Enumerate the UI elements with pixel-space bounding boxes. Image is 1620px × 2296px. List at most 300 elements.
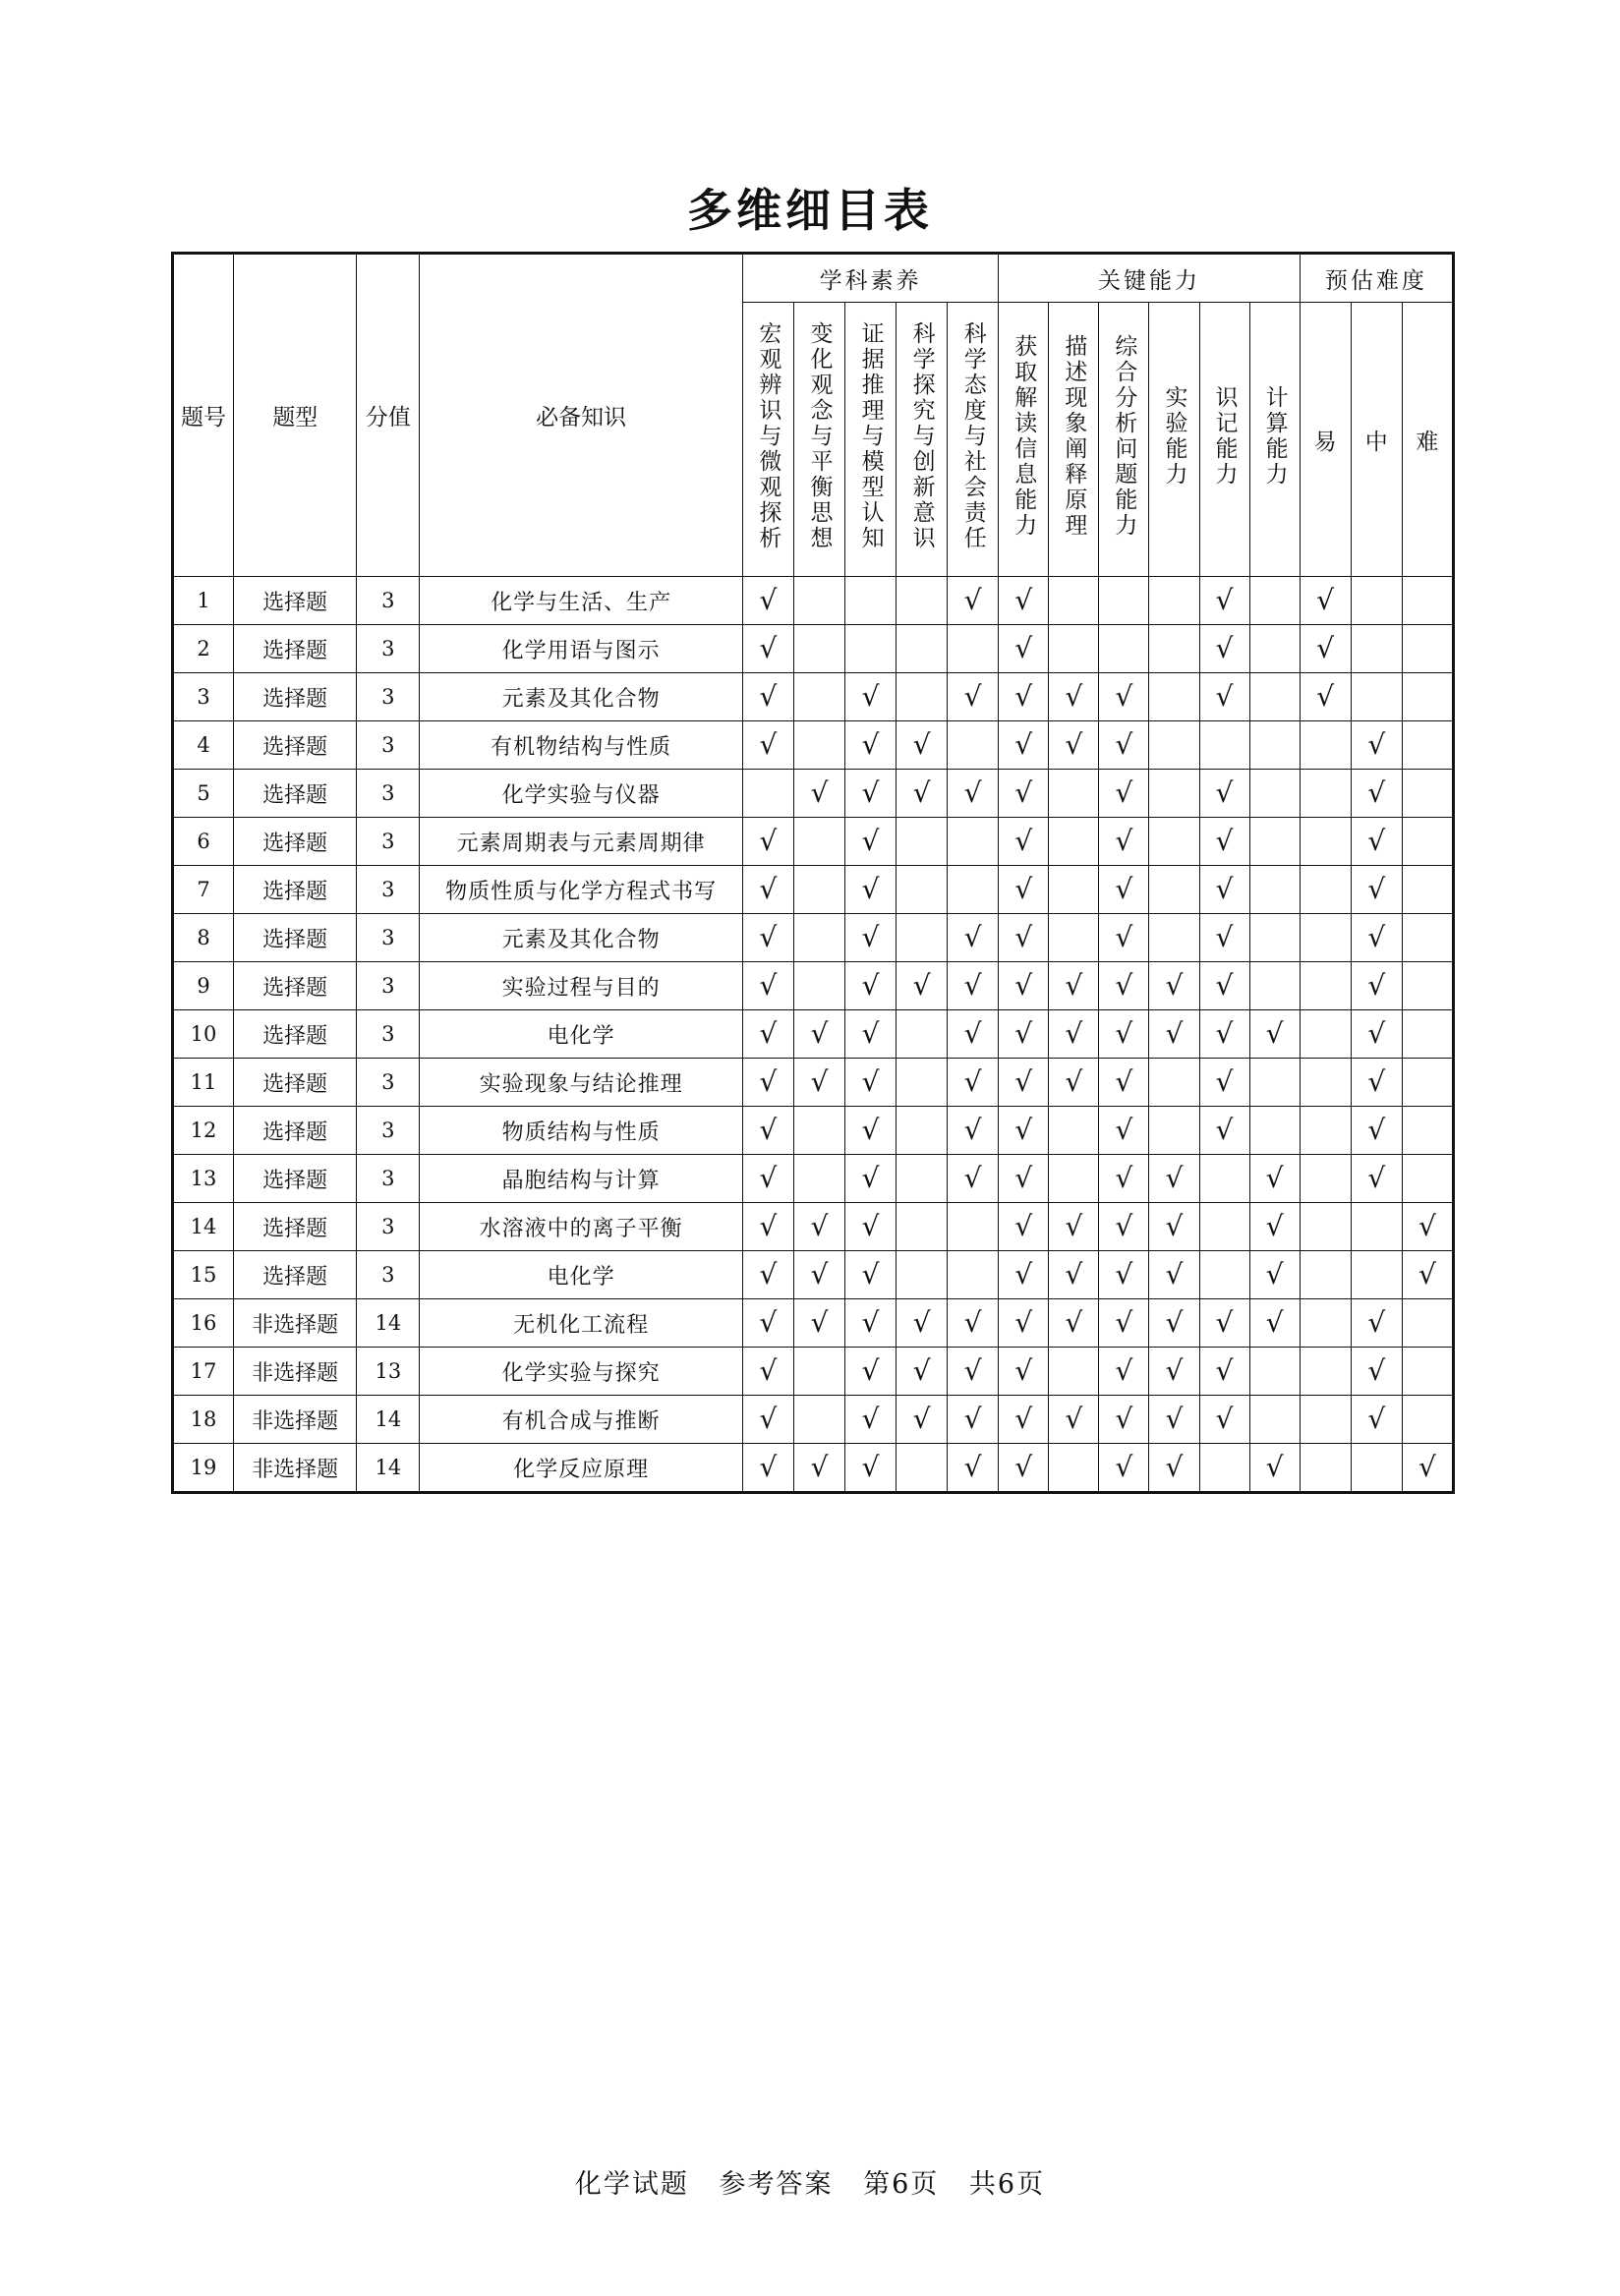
cell-type: 非选择题	[234, 1444, 357, 1493]
cell-knowledge: 实验过程与目的	[420, 962, 743, 1010]
header-literacy-col	[897, 303, 948, 577]
check-mark: √	[1199, 1396, 1249, 1444]
empty-cell	[1149, 625, 1199, 673]
empty-cell	[1402, 1396, 1453, 1444]
check-mark: √	[948, 1348, 999, 1396]
check-mark: √	[999, 1010, 1049, 1059]
empty-cell	[1402, 770, 1453, 818]
check-mark: √	[1249, 1010, 1300, 1059]
cell-score: 3	[357, 866, 420, 914]
header-literacy-col	[948, 303, 999, 577]
empty-cell	[1249, 577, 1300, 625]
cell-score: 3	[357, 1155, 420, 1203]
header-literacy-label: 变化观念与平衡思想	[806, 321, 833, 551]
check-mark: √	[742, 914, 793, 962]
header-literacy-label: 证据推理与模型认知	[857, 321, 884, 551]
empty-cell	[793, 1396, 844, 1444]
empty-cell	[1351, 1203, 1402, 1251]
empty-cell	[1300, 721, 1351, 770]
header-literacy-label: 宏观辨识与微观探析	[755, 321, 781, 551]
empty-cell	[897, 625, 948, 673]
empty-cell	[1049, 866, 1099, 914]
check-mark: √	[742, 1107, 793, 1155]
check-mark: √	[845, 770, 897, 818]
cell-score: 3	[357, 962, 420, 1010]
cell-no: 5	[173, 770, 234, 818]
check-mark: √	[1049, 1010, 1099, 1059]
empty-cell	[1249, 914, 1300, 962]
check-mark: √	[1049, 721, 1099, 770]
check-mark: √	[948, 770, 999, 818]
check-mark: √	[1351, 770, 1402, 818]
cell-no: 4	[173, 721, 234, 770]
check-mark: √	[999, 1348, 1049, 1396]
header-ability-col	[1149, 303, 1199, 577]
check-mark: √	[897, 1348, 948, 1396]
check-mark: √	[742, 1155, 793, 1203]
cell-knowledge: 化学实验与仪器	[420, 770, 743, 818]
cell-knowledge: 无机化工流程	[420, 1299, 743, 1348]
empty-cell	[1300, 1444, 1351, 1493]
cell-score: 3	[357, 770, 420, 818]
empty-cell	[1249, 1396, 1300, 1444]
header-group-ability: 关键能力	[999, 254, 1300, 303]
check-mark: √	[897, 1299, 948, 1348]
table-row	[173, 673, 1454, 721]
cell-type: 选择题	[234, 1155, 357, 1203]
check-mark: √	[1149, 962, 1199, 1010]
header-literacy-col	[742, 303, 793, 577]
cell-type: 选择题	[234, 1010, 357, 1059]
cell-type: 选择题	[234, 1107, 357, 1155]
empty-cell	[897, 866, 948, 914]
check-mark: √	[845, 1444, 897, 1493]
check-mark: √	[1249, 1203, 1300, 1251]
empty-cell	[948, 1251, 999, 1299]
table-row	[173, 1203, 1454, 1251]
check-mark: √	[948, 914, 999, 962]
empty-cell	[897, 818, 948, 866]
check-mark: √	[1149, 1155, 1199, 1203]
check-mark: √	[742, 1059, 793, 1107]
cell-no: 18	[173, 1396, 234, 1444]
header-ability-label: 计算能力	[1261, 385, 1288, 488]
cell-knowledge: 晶胞结构与计算	[420, 1155, 743, 1203]
header-difficulty-medium: 中	[1351, 303, 1402, 577]
empty-cell	[1199, 721, 1249, 770]
check-mark: √	[999, 1107, 1049, 1155]
empty-cell	[1249, 721, 1300, 770]
empty-cell	[897, 1251, 948, 1299]
empty-cell	[1300, 1348, 1351, 1396]
table-row	[173, 1107, 1454, 1155]
check-mark: √	[1249, 1155, 1300, 1203]
check-mark: √	[897, 721, 948, 770]
empty-cell	[1199, 1444, 1249, 1493]
empty-cell	[793, 962, 844, 1010]
check-mark: √	[793, 1010, 844, 1059]
cell-score: 3	[357, 577, 420, 625]
table-row	[173, 1155, 1454, 1203]
check-mark: √	[1099, 1396, 1149, 1444]
check-mark: √	[742, 673, 793, 721]
cell-knowledge: 化学实验与探究	[420, 1348, 743, 1396]
header-type: 题型	[234, 254, 357, 577]
check-mark: √	[1149, 1251, 1199, 1299]
check-mark: √	[1351, 1155, 1402, 1203]
check-mark: √	[845, 673, 897, 721]
empty-cell	[1249, 818, 1300, 866]
empty-cell	[897, 914, 948, 962]
header-ability-label: 实验能力	[1161, 385, 1187, 488]
empty-cell	[1149, 1107, 1199, 1155]
cell-score: 3	[357, 1059, 420, 1107]
check-mark: √	[742, 1348, 793, 1396]
table-row	[173, 1251, 1454, 1299]
cell-knowledge: 元素周期表与元素周期律	[420, 818, 743, 866]
check-mark: √	[948, 1444, 999, 1493]
empty-cell	[1351, 1444, 1402, 1493]
cell-type: 选择题	[234, 1059, 357, 1107]
check-mark: √	[1199, 1299, 1249, 1348]
check-mark: √	[1199, 962, 1249, 1010]
check-mark: √	[1099, 1059, 1149, 1107]
empty-cell	[1049, 1107, 1099, 1155]
check-mark: √	[845, 1155, 897, 1203]
cell-no: 17	[173, 1348, 234, 1396]
empty-cell	[948, 625, 999, 673]
empty-cell	[1402, 818, 1453, 866]
check-mark: √	[948, 962, 999, 1010]
check-mark: √	[1402, 1251, 1453, 1299]
cell-no: 11	[173, 1059, 234, 1107]
cell-no: 9	[173, 962, 234, 1010]
check-mark: √	[742, 1299, 793, 1348]
empty-cell	[948, 866, 999, 914]
empty-cell	[793, 866, 844, 914]
check-mark: √	[793, 1251, 844, 1299]
cell-type: 选择题	[234, 866, 357, 914]
cell-no: 14	[173, 1203, 234, 1251]
empty-cell	[793, 1155, 844, 1203]
empty-cell	[948, 1203, 999, 1251]
table-row	[173, 1299, 1454, 1348]
check-mark: √	[1099, 1299, 1149, 1348]
cell-score: 3	[357, 914, 420, 962]
table-row	[173, 818, 1454, 866]
empty-cell	[793, 673, 844, 721]
check-mark: √	[1300, 673, 1351, 721]
empty-cell	[1149, 818, 1199, 866]
empty-cell	[793, 721, 844, 770]
empty-cell	[1199, 1155, 1249, 1203]
check-mark: √	[1099, 914, 1149, 962]
empty-cell	[1249, 1107, 1300, 1155]
empty-cell	[1049, 818, 1099, 866]
empty-cell	[1099, 577, 1149, 625]
check-mark: √	[742, 1251, 793, 1299]
empty-cell	[897, 1107, 948, 1155]
empty-cell	[1249, 1348, 1300, 1396]
cell-knowledge: 化学反应原理	[420, 1444, 743, 1493]
empty-cell	[1402, 625, 1453, 673]
header-ability-col	[1099, 303, 1149, 577]
empty-cell	[1300, 866, 1351, 914]
empty-cell	[1249, 962, 1300, 1010]
cell-type: 选择题	[234, 914, 357, 962]
empty-cell	[1149, 721, 1199, 770]
check-mark: √	[1402, 1203, 1453, 1251]
empty-cell	[1300, 1299, 1351, 1348]
empty-cell	[1351, 673, 1402, 721]
check-mark: √	[1099, 1444, 1149, 1493]
empty-cell	[1099, 625, 1149, 673]
header-literacy-label: 科学态度与社会责任	[959, 321, 986, 551]
check-mark: √	[1049, 1396, 1099, 1444]
empty-cell	[897, 1010, 948, 1059]
check-mark: √	[1049, 1251, 1099, 1299]
check-mark: √	[1351, 866, 1402, 914]
check-mark: √	[999, 625, 1049, 673]
cell-type: 选择题	[234, 1251, 357, 1299]
check-mark: √	[1099, 1155, 1149, 1203]
check-mark: √	[1351, 1299, 1402, 1348]
empty-cell	[1300, 1059, 1351, 1107]
cell-knowledge: 物质性质与化学方程式书写	[420, 866, 743, 914]
check-mark: √	[845, 1203, 897, 1251]
header-literacy-col	[793, 303, 844, 577]
check-mark: √	[742, 1010, 793, 1059]
check-mark: √	[999, 1299, 1049, 1348]
check-mark: √	[897, 962, 948, 1010]
empty-cell	[897, 1155, 948, 1203]
check-mark: √	[1199, 625, 1249, 673]
empty-cell	[897, 673, 948, 721]
cell-no: 3	[173, 673, 234, 721]
cell-no: 7	[173, 866, 234, 914]
cell-score: 3	[357, 625, 420, 673]
check-mark: √	[1099, 673, 1149, 721]
check-mark: √	[999, 1059, 1049, 1107]
empty-cell	[1402, 673, 1453, 721]
empty-cell	[742, 770, 793, 818]
empty-cell	[1199, 1251, 1249, 1299]
table-row	[173, 770, 1454, 818]
check-mark: √	[999, 770, 1049, 818]
check-mark: √	[1199, 914, 1249, 962]
cell-score: 3	[357, 721, 420, 770]
empty-cell	[1049, 577, 1099, 625]
empty-cell	[1049, 914, 1099, 962]
header-ability-label: 综合分析问题能力	[1111, 334, 1137, 539]
check-mark: √	[1099, 866, 1149, 914]
empty-cell	[1149, 577, 1199, 625]
empty-cell	[1300, 962, 1351, 1010]
check-mark: √	[742, 577, 793, 625]
check-mark: √	[845, 1107, 897, 1155]
check-mark: √	[845, 721, 897, 770]
check-mark: √	[1049, 1059, 1099, 1107]
cell-knowledge: 有机物结构与性质	[420, 721, 743, 770]
cell-knowledge: 有机合成与推断	[420, 1396, 743, 1444]
cell-type: 选择题	[234, 577, 357, 625]
empty-cell	[1300, 818, 1351, 866]
check-mark: √	[1199, 1010, 1249, 1059]
check-mark: √	[845, 818, 897, 866]
check-mark: √	[948, 1010, 999, 1059]
check-mark: √	[1199, 1107, 1249, 1155]
empty-cell	[1402, 721, 1453, 770]
table-row	[173, 1010, 1454, 1059]
check-mark: √	[1099, 1107, 1149, 1155]
header-literacy-col	[845, 303, 897, 577]
cell-score: 14	[357, 1396, 420, 1444]
cell-knowledge: 电化学	[420, 1251, 743, 1299]
cell-knowledge: 物质结构与性质	[420, 1107, 743, 1155]
page-title: 多维细目表	[687, 184, 933, 237]
footer-page: 第6页	[863, 2169, 940, 2200]
empty-cell	[1402, 962, 1453, 1010]
table-row	[173, 962, 1454, 1010]
cell-knowledge: 元素及其化合物	[420, 914, 743, 962]
check-mark: √	[1049, 962, 1099, 1010]
check-mark: √	[999, 818, 1049, 866]
empty-cell	[845, 577, 897, 625]
table-row	[173, 914, 1454, 962]
check-mark: √	[948, 1107, 999, 1155]
cell-knowledge: 化学与生活、生产	[420, 577, 743, 625]
header-group-literacy: 学科素养	[742, 254, 998, 303]
check-mark: √	[1249, 1444, 1300, 1493]
cell-score: 3	[357, 818, 420, 866]
header-difficulty-hard: 难	[1402, 303, 1453, 577]
check-mark: √	[1351, 1348, 1402, 1396]
table-row	[173, 1396, 1454, 1444]
specification-table	[171, 252, 1455, 1494]
empty-cell	[1049, 1155, 1099, 1203]
check-mark: √	[845, 962, 897, 1010]
cell-no: 10	[173, 1010, 234, 1059]
check-mark: √	[999, 914, 1049, 962]
cell-type: 非选择题	[234, 1396, 357, 1444]
footer-subject: 化学试题	[574, 2169, 689, 2200]
header-no: 题号	[173, 254, 234, 577]
cell-score: 13	[357, 1348, 420, 1396]
check-mark: √	[845, 866, 897, 914]
header-ability-label: 获取解读信息能力	[1011, 334, 1037, 539]
cell-type: 选择题	[234, 962, 357, 1010]
check-mark: √	[742, 1444, 793, 1493]
empty-cell	[1300, 770, 1351, 818]
empty-cell	[897, 577, 948, 625]
check-mark: √	[1199, 1348, 1249, 1396]
cell-score: 3	[357, 1203, 420, 1251]
check-mark: √	[1249, 1251, 1300, 1299]
empty-cell	[948, 818, 999, 866]
check-mark: √	[999, 1396, 1049, 1444]
empty-cell	[1249, 866, 1300, 914]
header-ability-col	[1249, 303, 1300, 577]
check-mark: √	[793, 1059, 844, 1107]
check-mark: √	[1099, 1203, 1149, 1251]
empty-cell	[1249, 673, 1300, 721]
header-ability-col	[1199, 303, 1249, 577]
empty-cell	[1199, 1203, 1249, 1251]
check-mark: √	[793, 770, 844, 818]
cell-type: 选择题	[234, 721, 357, 770]
table-row	[173, 1059, 1454, 1107]
check-mark: √	[999, 1203, 1049, 1251]
empty-cell	[793, 625, 844, 673]
empty-cell	[1249, 770, 1300, 818]
empty-cell	[897, 1203, 948, 1251]
check-mark: √	[948, 1396, 999, 1444]
empty-cell	[897, 1059, 948, 1107]
empty-cell	[845, 625, 897, 673]
cell-no: 1	[173, 577, 234, 625]
check-mark: √	[999, 1155, 1049, 1203]
check-mark: √	[793, 1203, 844, 1251]
check-mark: √	[1199, 1059, 1249, 1107]
empty-cell	[793, 1107, 844, 1155]
check-mark: √	[1099, 1010, 1149, 1059]
check-mark: √	[1249, 1299, 1300, 1348]
check-mark: √	[845, 1348, 897, 1396]
check-mark: √	[948, 1155, 999, 1203]
table-row	[173, 625, 1454, 673]
empty-cell	[1402, 1299, 1453, 1348]
empty-cell	[1300, 1251, 1351, 1299]
check-mark: √	[1099, 721, 1149, 770]
cell-type: 非选择题	[234, 1348, 357, 1396]
header-ability-col	[1049, 303, 1099, 577]
check-mark: √	[1149, 1348, 1199, 1396]
empty-cell	[1249, 625, 1300, 673]
check-mark: √	[845, 1251, 897, 1299]
check-mark: √	[999, 1251, 1049, 1299]
check-mark: √	[999, 721, 1049, 770]
header-score: 分值	[357, 254, 420, 577]
header-ability-label: 识记能力	[1211, 385, 1238, 488]
check-mark: √	[948, 1059, 999, 1107]
check-mark: √	[742, 1203, 793, 1251]
cell-knowledge: 元素及其化合物	[420, 673, 743, 721]
check-mark: √	[845, 1010, 897, 1059]
empty-cell	[1149, 770, 1199, 818]
empty-cell	[1300, 914, 1351, 962]
check-mark: √	[1351, 914, 1402, 962]
cell-no: 8	[173, 914, 234, 962]
check-mark: √	[1149, 1396, 1199, 1444]
table-row	[173, 1444, 1454, 1493]
cell-type: 选择题	[234, 818, 357, 866]
check-mark: √	[1351, 721, 1402, 770]
empty-cell	[793, 1348, 844, 1396]
check-mark: √	[948, 1299, 999, 1348]
empty-cell	[1402, 914, 1453, 962]
empty-cell	[1402, 1059, 1453, 1107]
cell-no: 16	[173, 1299, 234, 1348]
cell-no: 19	[173, 1444, 234, 1493]
footer-doc: 参考答案	[719, 2169, 834, 2200]
empty-cell	[1249, 1059, 1300, 1107]
check-mark: √	[1199, 577, 1249, 625]
check-mark: √	[1199, 818, 1249, 866]
check-mark: √	[1099, 962, 1149, 1010]
cell-no: 6	[173, 818, 234, 866]
check-mark: √	[1300, 577, 1351, 625]
cell-score: 14	[357, 1444, 420, 1493]
